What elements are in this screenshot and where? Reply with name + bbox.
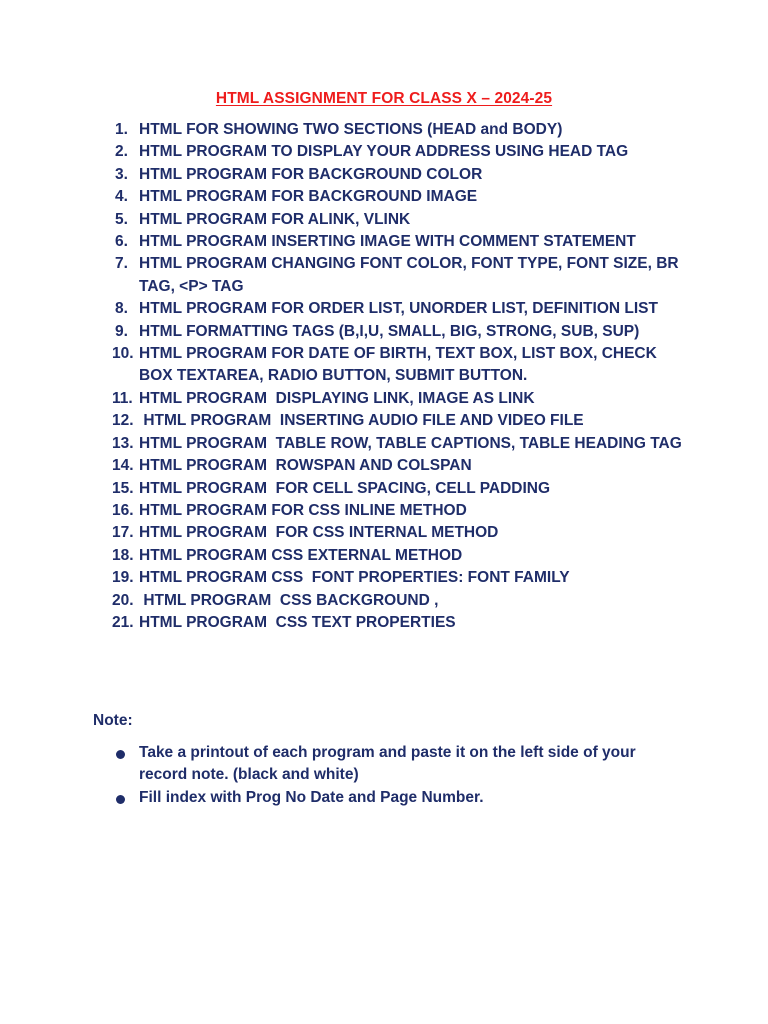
bullet-icon [116,750,125,759]
item-number: 17. [112,524,134,542]
item-text: HTML PROGRAM INSERTING AUDIO FILE AND VIDEO FILE [139,412,584,430]
item-number: 12. [112,412,134,430]
item-number: 19. [112,569,134,587]
list-item [0,253,768,298]
item-text: HTML PROGRAM DISPLAYING LINK, IMAGE AS LINK [139,389,535,407]
note-item [0,742,768,787]
item-text: HTML PROGRAM TO DISPLAY YOUR ADDRESS USING HEAD TAG [139,143,629,161]
list-item [0,545,768,567]
note-text: Take a printout of each program and paste it on the left side of your record note. (black and white) [139,744,636,784]
item-text: HTML PROGRAM FOR ORDER LIST, UNORDER LIST, DEFINITION LIST [139,300,658,318]
item-number: 11. [112,389,133,407]
item-text: HTML PROGRAM FOR BACKGROUND COLOR [139,165,483,183]
item-number: 2. [115,143,128,161]
list-item [0,433,768,455]
item-text: HTML PROGRAM INSERTING IMAGE WITH COMMENT STATEMENT [139,233,636,251]
item-number: 18. [112,546,134,564]
item-number: 10. [112,345,134,363]
item-text: HTML PROGRAM FOR CELL SPACING, CELL PADDING [139,479,551,497]
item-number: 9. [115,322,128,340]
list-item [0,590,768,612]
item-text: HTML PROGRAM CSS TEXT PROPERTIES [139,613,456,631]
item-number: 13. [112,434,134,452]
page-title: HTML ASSIGNMENT FOR CLASS X – 2024-25 [215,90,553,107]
list-item [0,141,768,163]
item-text: HTML PROGRAM TABLE ROW, TABLE CAPTIONS, TABLE HEADING TAG [139,434,682,452]
list-item [0,500,768,522]
list-item [0,478,768,500]
assignment-list [0,119,768,634]
item-number: 6. [115,233,128,251]
list-item [0,343,768,388]
item-text: HTML PROGRAM FOR DATE OF BIRTH, TEXT BOX, LIST BOX, CHECK BOX TEXTAREA, RADIO BUTTON, SUBMIT BUTTON. [139,345,662,385]
note-item [0,787,768,809]
list-item [0,209,768,231]
list-item [0,455,768,477]
item-number: 8. [115,300,128,318]
item-text: HTML PROGRAM CHANGING FONT COLOR, FONT TYPE, FONT SIZE, BR TAG, <P> TAG [139,255,683,295]
item-text: HTML PROGRAM CSS FONT PROPERTIES: FONT FAMILY [139,569,570,587]
item-number: 3. [115,165,128,183]
list-item [0,612,768,634]
note-list [0,742,768,809]
list-item [0,388,768,410]
item-number: 4. [115,188,128,206]
item-number: 1. [115,121,128,138]
item-number: 14. [112,457,134,475]
item-number: 16. [112,501,134,519]
list-item [0,298,768,320]
item-text: HTML PROGRAM FOR CSS INTERNAL METHOD [139,524,499,542]
note-text: Fill index with Prog No Date and Page Number. [139,788,484,806]
list-item [0,567,768,589]
item-text: HTML PROGRAM ROWSPAN AND COLSPAN [139,457,472,475]
list-item [0,321,768,343]
item-number: 15. [112,479,134,497]
list-item [0,410,768,432]
list-item [0,186,768,208]
item-number: 5. [115,210,128,228]
item-text: HTML FOR SHOWING TWO SECTIONS (HEAD and BODY) [139,121,563,138]
item-text: HTML PROGRAM CSS EXTERNAL METHOD [139,546,463,564]
item-number: 21. [112,613,134,631]
item-text: HTML PROGRAM FOR ALINK, VLINK [139,210,411,228]
item-number: 20. [112,591,134,609]
item-text: HTML FORMATTING TAGS (B,I,U, SMALL, BIG, STRONG, SUB, SUP) [139,322,640,340]
item-text: HTML PROGRAM FOR CSS INLINE METHOD [139,501,467,519]
list-item [0,164,768,186]
list-item [0,231,768,253]
item-text: HTML PROGRAM CSS BACKGROUND , [139,591,439,609]
list-item [0,119,768,141]
list-item [0,522,768,544]
item-number: 7. [115,255,128,273]
note-label: Note: [93,712,133,729]
bullet-icon [116,795,125,804]
item-text: HTML PROGRAM FOR BACKGROUND IMAGE [139,188,478,206]
